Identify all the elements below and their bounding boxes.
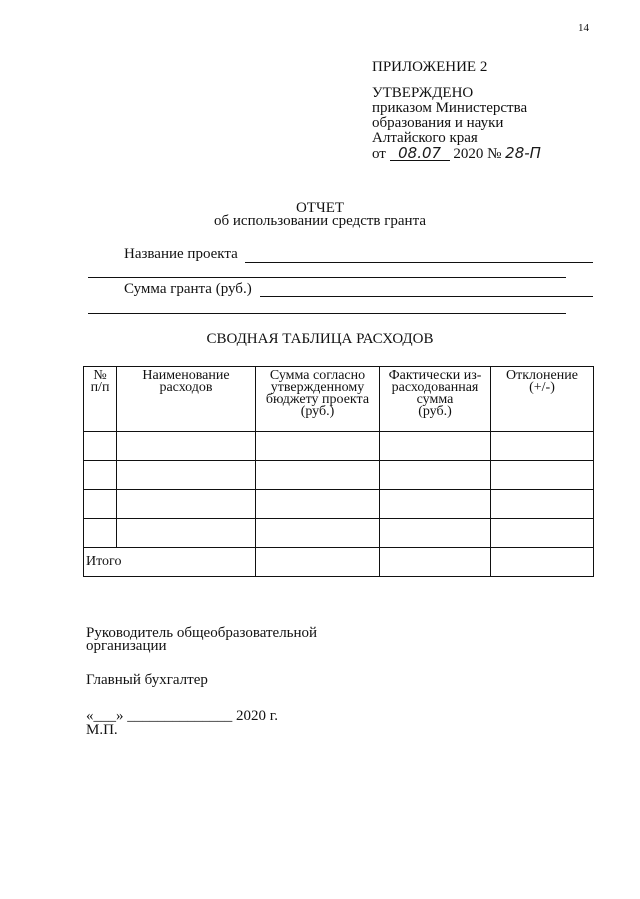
table-caption: СВОДНАЯ ТАБЛИЦА РАСХОДОВ bbox=[206, 331, 434, 347]
table-header-row bbox=[84, 367, 594, 432]
table-cell bbox=[117, 490, 256, 519]
project-name-line bbox=[245, 262, 593, 263]
order-date-line bbox=[372, 146, 541, 162]
table-cell bbox=[380, 461, 491, 490]
table-cell bbox=[491, 432, 594, 461]
table-cell bbox=[380, 432, 491, 461]
total-label: Итого bbox=[84, 548, 256, 577]
grant-amount-line bbox=[260, 296, 593, 297]
order-line-3: Алтайского края bbox=[372, 130, 478, 146]
table-total-row bbox=[84, 548, 594, 577]
table-cell bbox=[84, 432, 117, 461]
table-cell bbox=[117, 461, 256, 490]
head-title-line-2: организации bbox=[86, 638, 167, 654]
project-name-label: Название проекта bbox=[124, 246, 238, 262]
table-cell bbox=[491, 461, 594, 490]
table-row bbox=[84, 519, 594, 548]
order-line-2: образования и науки bbox=[372, 115, 504, 131]
table-row bbox=[84, 490, 594, 519]
table-cell bbox=[256, 548, 380, 577]
table-cell bbox=[380, 548, 491, 577]
handwritten-order-number: 28-П bbox=[505, 144, 541, 162]
report-title: ОТЧЕТ bbox=[295, 200, 345, 216]
handwritten-date: 08.07 bbox=[390, 146, 450, 161]
header-deviation: Отклонение (+/-) bbox=[491, 367, 594, 432]
table-cell bbox=[491, 519, 594, 548]
table-cell bbox=[256, 432, 380, 461]
table-cell bbox=[117, 519, 256, 548]
table-cell bbox=[256, 490, 380, 519]
header-expense-name: Наименование расходов bbox=[117, 367, 256, 432]
header-budget-amount: Сумма согласно утвержденному бюджету проекта (руб.) bbox=[256, 367, 380, 432]
report-subtitle: об использовании средств гранта bbox=[214, 213, 426, 229]
approved-label: УТВЕРЖДЕНО bbox=[372, 85, 474, 101]
table-cell bbox=[380, 490, 491, 519]
table-cell bbox=[84, 490, 117, 519]
order-line-1: приказом Министерства bbox=[372, 100, 528, 116]
table-cell bbox=[380, 519, 491, 548]
chief-accountant-label: Главный бухгалтер bbox=[86, 672, 208, 688]
page-number: 14 bbox=[578, 22, 589, 34]
table-cell bbox=[84, 461, 117, 490]
table-cell bbox=[491, 490, 594, 519]
table-row bbox=[84, 461, 594, 490]
stamp-place-label: М.П. bbox=[86, 722, 118, 738]
table-cell bbox=[256, 461, 380, 490]
header-actual-spent: Фактически из- расходованная сумма (руб.) bbox=[380, 367, 491, 432]
approval-block bbox=[372, 60, 541, 162]
grant-amount-line-2 bbox=[88, 313, 566, 314]
table-cell bbox=[117, 432, 256, 461]
grant-amount-label: Сумма гранта (руб.) bbox=[124, 281, 252, 297]
date-prefix: от bbox=[372, 146, 386, 162]
table-row bbox=[84, 432, 594, 461]
year-and-number-label: 2020 № bbox=[453, 146, 502, 162]
project-name-line-2 bbox=[88, 277, 566, 278]
table-cell bbox=[491, 548, 594, 577]
table-cell bbox=[84, 519, 117, 548]
table-cell bbox=[256, 519, 380, 548]
header-number: № п/п bbox=[84, 367, 117, 432]
signature-date-line: «___» ______________ 2020 г. bbox=[86, 708, 278, 724]
head-title-line-1: Руководитель общеобразовательной bbox=[86, 625, 318, 641]
appendix-label: ПРИЛОЖЕНИЕ 2 bbox=[372, 59, 488, 75]
expenses-table bbox=[83, 366, 594, 577]
